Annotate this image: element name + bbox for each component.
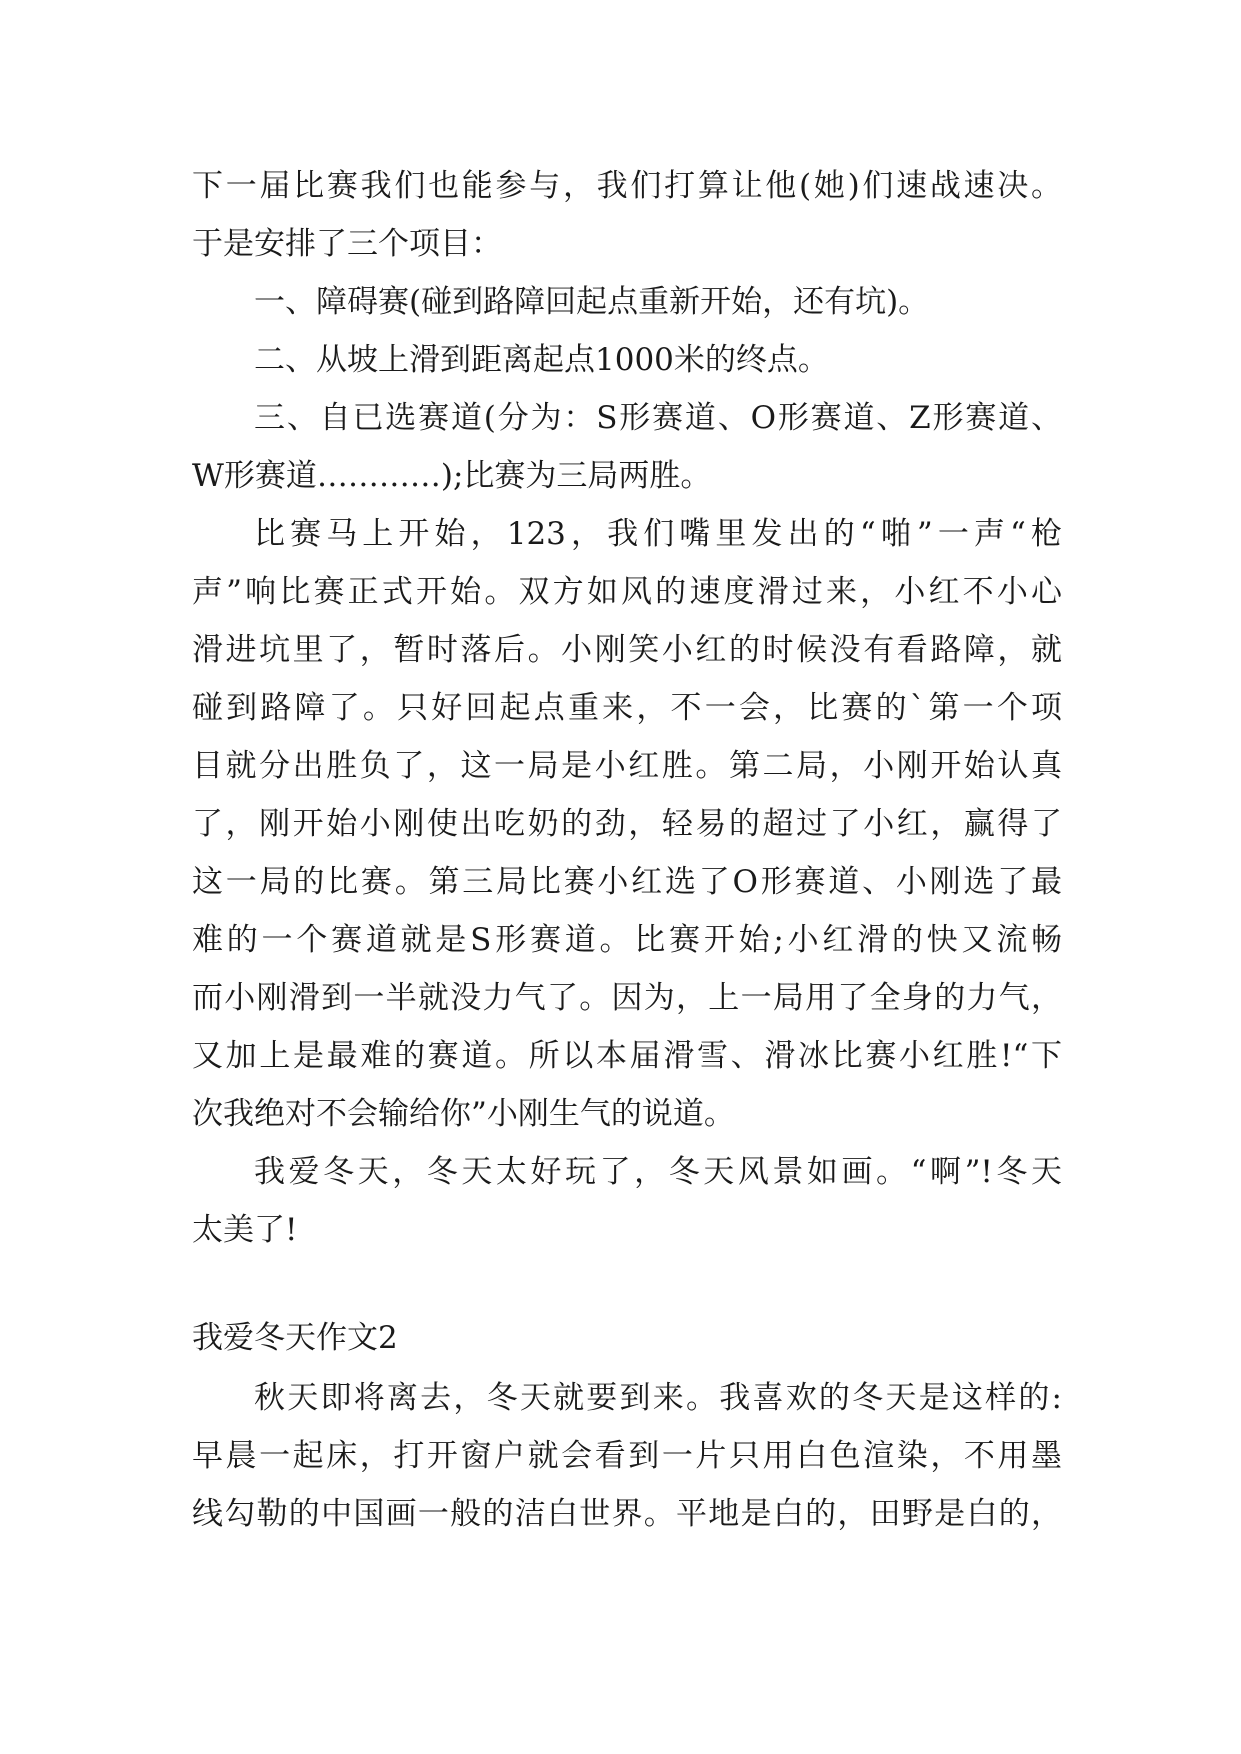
text-line: 而小刚滑到一半就没力气了。因为，上一局用了全身的力气，	[192, 980, 1062, 1016]
text-line: 下一届比赛我们也能参与，我们打算让他(她)们速战速决。	[192, 168, 1062, 204]
text-line: 滑进坑里了，暂时落后。小刚笑小红的时候没有看路障，就	[192, 632, 1062, 668]
text-line: 了，刚开始小刚使出吃奶的劲，轻易的超过了小红，赢得了	[192, 806, 1062, 842]
text-line: 碰到路障了。只好回起点重来，不一会，比赛的`第一个项	[192, 690, 1062, 726]
text-line: 这一局的比赛。第三局比赛小红选了O形赛道、小刚选了最	[192, 864, 1062, 900]
text-line: 于是安排了三个项目：	[192, 226, 502, 262]
text-line: 难的一个赛道就是S形赛道。比赛开始;小红滑的快又流畅	[192, 922, 1062, 958]
list-item: 二、从坡上滑到距离起点1000米的终点。	[254, 342, 829, 378]
text-line: 线勾勒的中国画一般的洁白世界。平地是白的，田野是白的，	[192, 1496, 1062, 1532]
text-line: 太美了!	[192, 1212, 298, 1248]
paragraph-start: 我爱冬天，冬天太好玩了，冬天风景如画。“啊”!冬天	[254, 1154, 1062, 1190]
text-line: W形赛道…………);比赛为三局两胜。	[192, 458, 712, 494]
list-item: 一、障碍赛(碰到路障回起点重新开始，还有坑)。	[254, 284, 930, 320]
paragraph-start: 秋天即将离去，冬天就要到来。我喜欢的冬天是这样的:	[254, 1380, 1062, 1416]
text-line: 声”响比赛正式开始。双方如风的速度滑过来，小红不小心	[192, 574, 1062, 610]
text-line: 目就分出胜负了，这一局是小红胜。第二局，小刚开始认真	[192, 748, 1062, 784]
list-item: 三、自已选赛道(分为：S形赛道、O形赛道、Z形赛道、	[254, 400, 1062, 436]
text-line: 次我绝对不会输给你”小刚生气的说道。	[192, 1096, 735, 1132]
text-line: 又加上是最难的赛道。所以本届滑雪、滑冰比赛小红胜!“下	[192, 1038, 1062, 1074]
section-heading: 我爱冬天作文2	[192, 1320, 398, 1356]
paragraph-start: 比赛马上开始，123，我们嘴里发出的“啪”一声“枪	[254, 516, 1062, 552]
text-line: 早晨一起床，打开窗户就会看到一片只用白色渲染，不用墨	[192, 1438, 1062, 1474]
